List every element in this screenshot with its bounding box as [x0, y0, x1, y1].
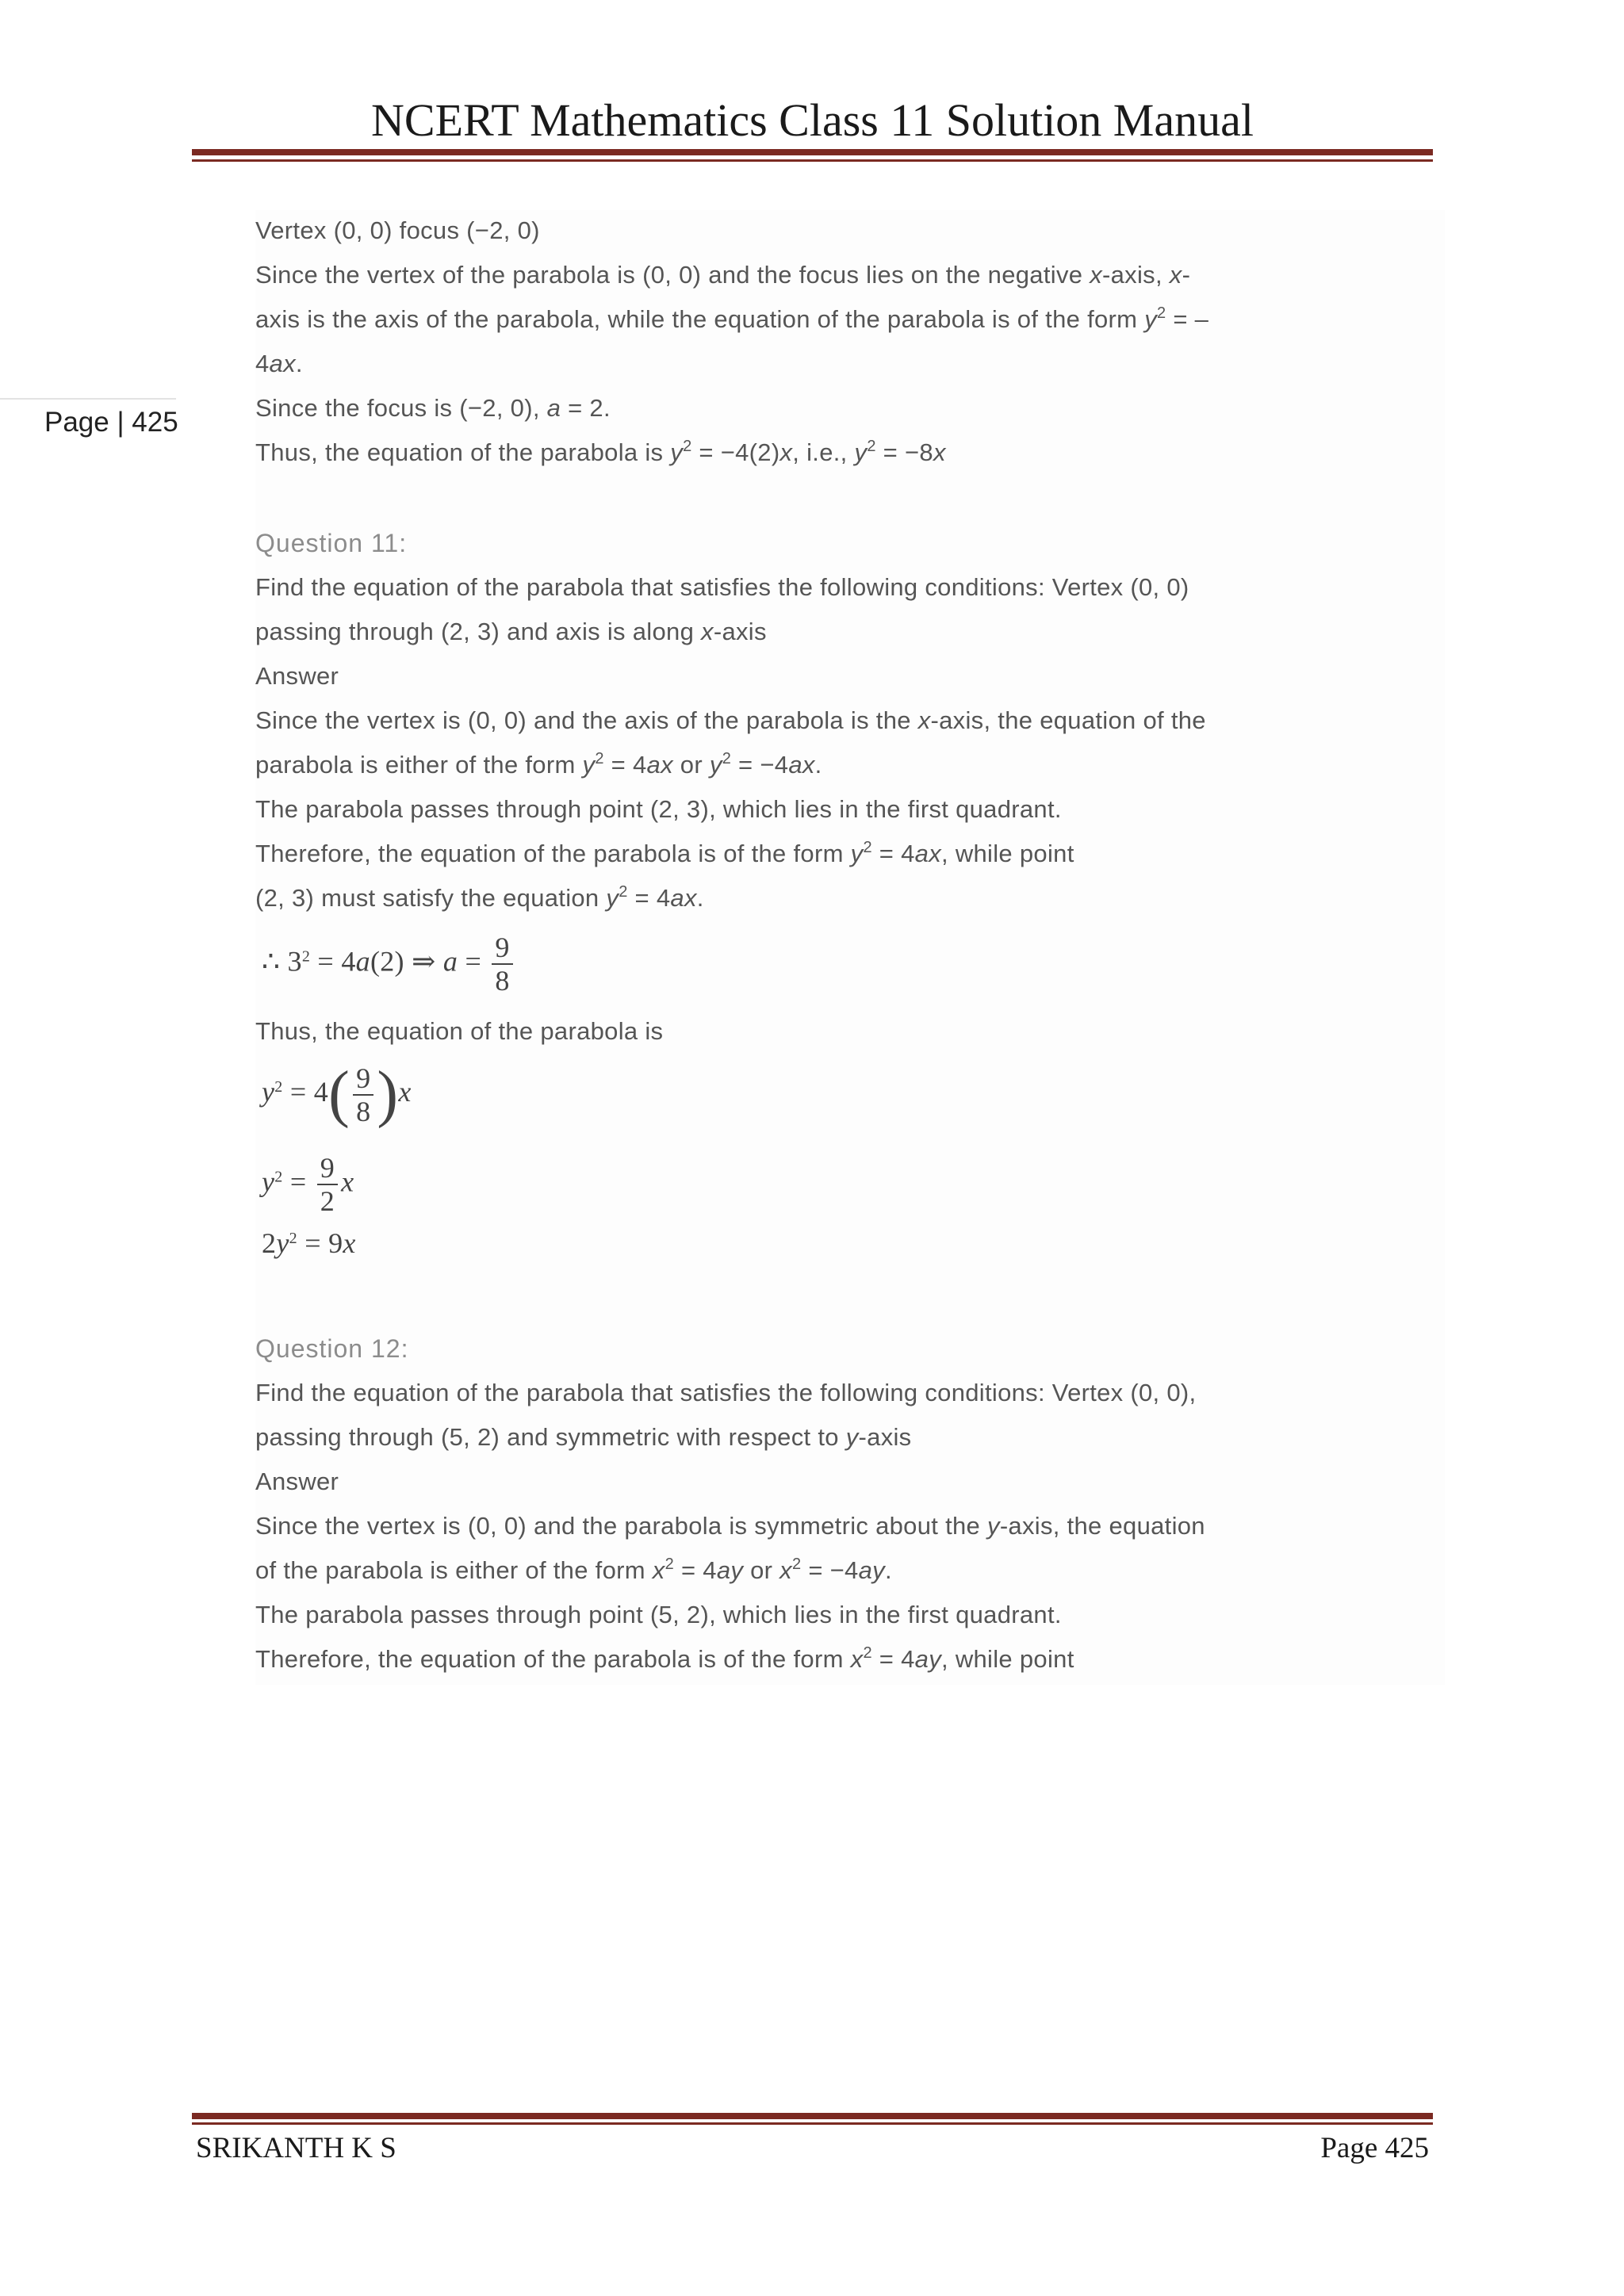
- text-line: of the parabola is either of the form $x^2 = 4ay$ or $x^2 = -4ay$.: [255, 1556, 892, 1584]
- content-area: [255, 210, 1445, 1685]
- text-line: Since the vertex is (0, 0) and the axis of the parabola is the x-axis, the equation of the: [255, 706, 1206, 734]
- header-rule-thick: [192, 149, 1433, 155]
- text-line: passing through (2, 3) and axis is along x-axis: [255, 618, 767, 645]
- page-header-title: NCERT Mathematics Class 11 Solution Manual: [371, 94, 1254, 146]
- side-page-number: Page | 425: [44, 407, 178, 438]
- equation-final: $2y^2 = 9x$: [262, 1227, 356, 1259]
- equation-substitution: $y^2 = 4$( $\frac{9}{8}$ )x: [262, 1059, 412, 1129]
- footer-rule-thick: [192, 2113, 1433, 2119]
- text-line: (2, 3) must satisfy the equation $y^2 = 4ax$.: [255, 883, 704, 912]
- text-line: Thus, the equation of the parabola is: [255, 1017, 664, 1045]
- side-divider: [0, 398, 176, 400]
- text-line: Therefore, the equation of the parabola is of the form $x^2 = 4ay$, while point: [255, 1644, 1074, 1673]
- text-line: Since the focus is (−2, 0), a = 2.: [255, 394, 611, 422]
- question-12-title: Question 12:: [255, 1334, 409, 1363]
- text-line: Thus, the equation of the parabola is $y^2 = -4(2)x$, i.e., $y^2 = -8x$: [255, 438, 946, 466]
- text-line: Since the vertex is (0, 0) and the parabola is symmetric about the y-axis, the equation: [255, 1512, 1205, 1540]
- text-line: 4ax.: [255, 350, 303, 377]
- equation-simplified: $y^2$ = $\frac{9}{2}$ x: [262, 1152, 354, 1217]
- text-line: Since the vertex of the parabola is (0, 0) and the focus lies on the negative x-axis, x-: [255, 261, 1191, 289]
- text-line: Find the equation of the parabola that satisfies the following conditions: Vertex (0, 0): [255, 573, 1189, 601]
- question-11-title: Question 11:: [255, 529, 408, 557]
- text-line: axis is the axis of the parabola, while the equation of the parabola is of the form $y^2$ = –: [255, 304, 1209, 333]
- footer-page-number: Page 425: [1320, 2132, 1429, 2164]
- text-line: parabola is either of the form $y^2 = 4ax$ or $y^2 = -4ax$.: [255, 750, 822, 779]
- footer-rule-thin: [192, 2122, 1433, 2125]
- equation-a-value: ∴ $3^2 = 4a(2)$ ⇒ a = $\frac{9}{8}$: [262, 932, 516, 997]
- text-line: The parabola passes through point (2, 3), which lies in the first quadrant.: [255, 795, 1062, 823]
- fraction: $\frac{9}{2}$: [317, 1152, 338, 1217]
- text-line: Vertex (0, 0) focus (−2, 0): [255, 216, 540, 244]
- text-line: The parabola passes through point (5, 2), which lies in the first quadrant.: [255, 1601, 1062, 1628]
- text-line: Find the equation of the parabola that satisfies the following conditions: Vertex (0, 0),: [255, 1379, 1197, 1406]
- footer-author: SRIKANTH K S: [196, 2132, 396, 2164]
- answer-label: Answer: [255, 662, 339, 690]
- text-line: Therefore, the equation of the parabola is of the form $y^2 = 4ax$, while point: [255, 839, 1074, 867]
- fraction: $\frac{9}{8}$: [492, 932, 512, 997]
- header-rule-thin: [192, 159, 1433, 162]
- fraction: $\frac{9}{8}$: [353, 1062, 373, 1127]
- answer-label: Answer: [255, 1468, 339, 1495]
- text-line: passing through (5, 2) and symmetric with respect to y-axis: [255, 1423, 912, 1451]
